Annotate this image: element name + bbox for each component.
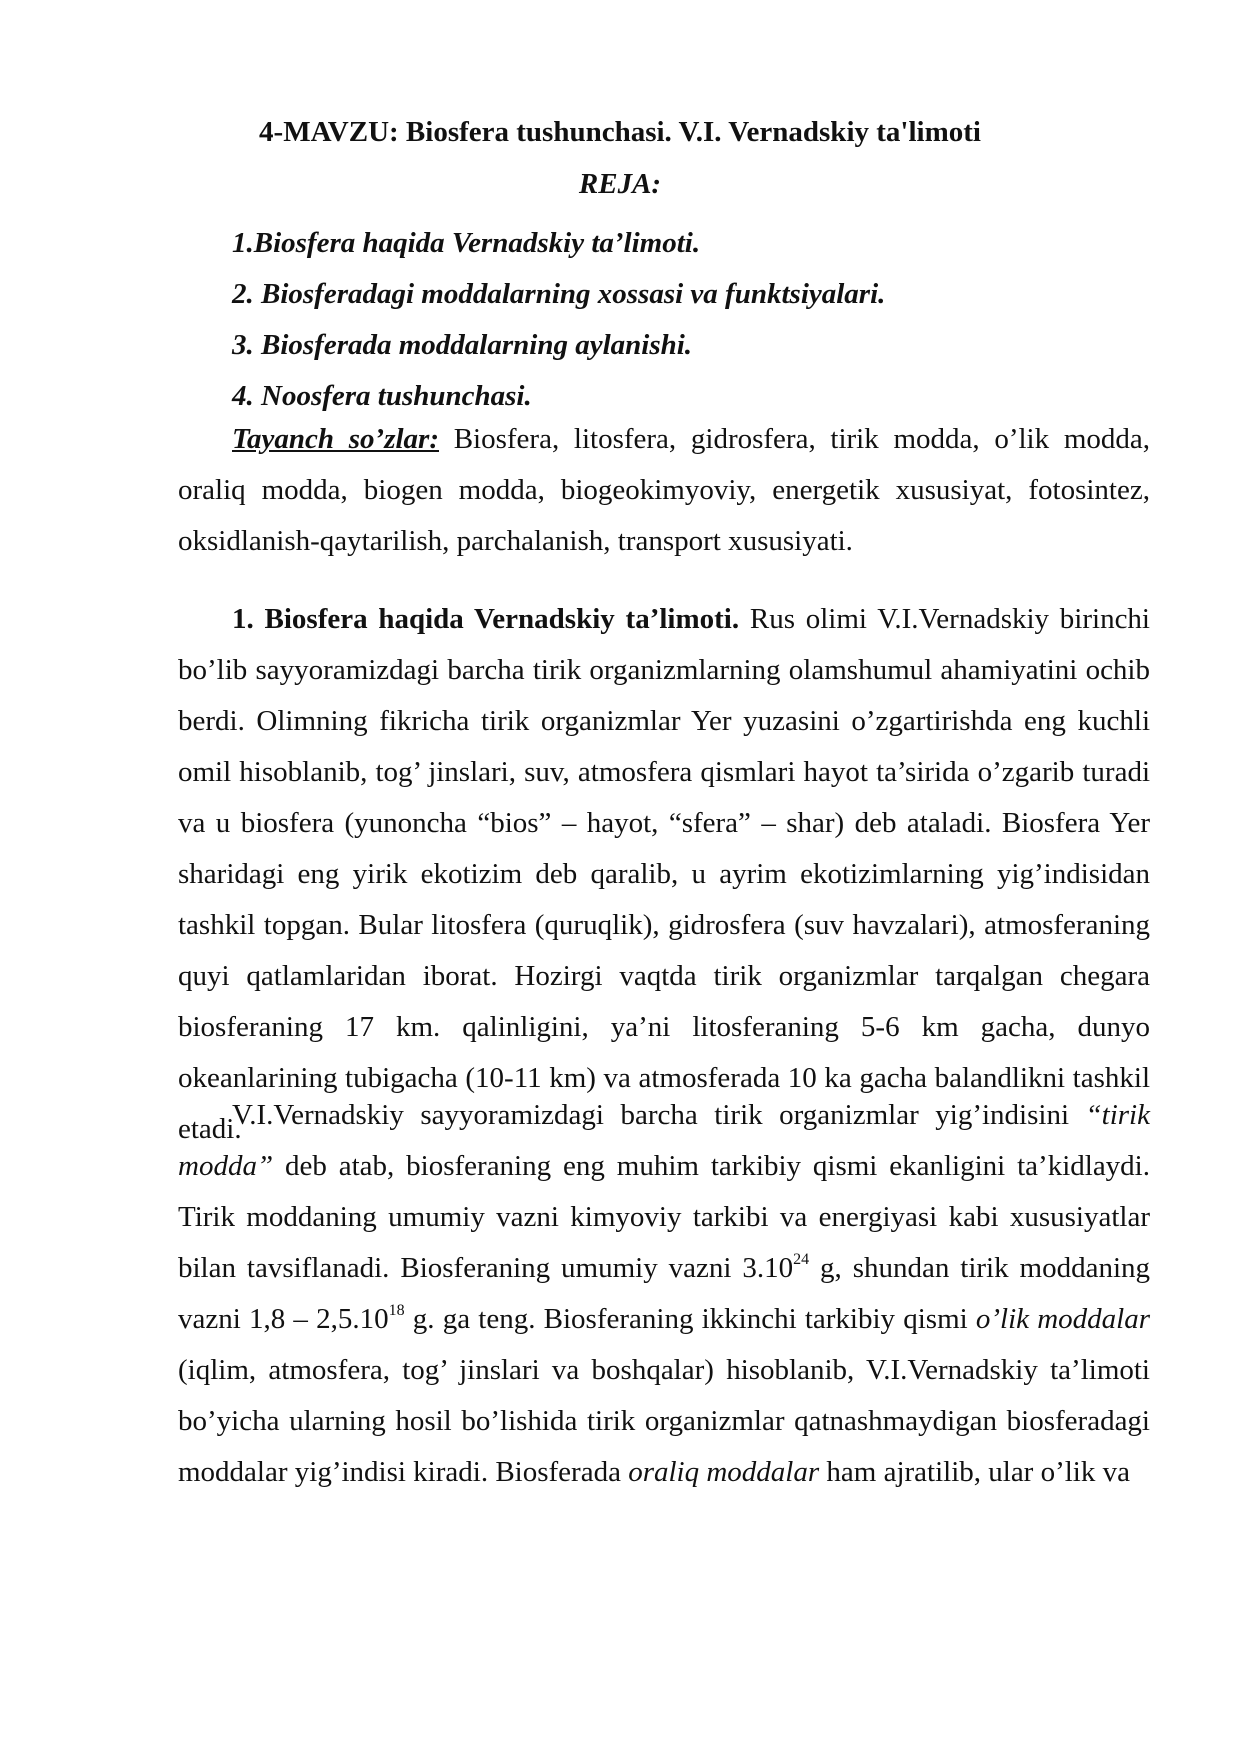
- italic-term-oraliq-moddalar: oraliq moddalar: [628, 1456, 820, 1488]
- keywords-label: Tayanch so’zlar:: [232, 423, 439, 455]
- plan-item: 4. Noosfera tushunchasi.: [232, 380, 532, 412]
- paragraph-text: g, shundan tirik moddaning vazni 1,8 – 2,5.10: [178, 1252, 1150, 1335]
- section-1-paragraph: [178, 594, 1150, 1155]
- section-1-title: 1. Biosfera haqida Vernadskiy ta’limoti.: [232, 603, 740, 635]
- keywords-text: Biosfera, litosfera, gidrosfera, tirik modda, o’lik modda, oraliq modda, biogen modda, biogeokimyoviy, energetik xususiyat, fotosintez, oksidlanish-qaytarilish, parchalanish, transport xususiyati.: [178, 423, 1150, 557]
- paragraph-text: g. ga teng. Biosferaning ikkinchi tarkibiy qismi: [404, 1303, 976, 1335]
- keywords-paragraph: [178, 414, 1150, 567]
- italic-term-olik-moddalar: o’lik moddalar: [975, 1303, 1150, 1335]
- paragraph-text: ham ajratilib, ular o’lik va: [819, 1456, 1130, 1488]
- italic-term-tirik-modda: “tirik modda”: [178, 1099, 1150, 1182]
- paragraph-text: deb atab, biosferaning eng muhim tarkibiy qismi ekanligini ta’kidlaydi. Tirik moddaning umumiy vazni kimyoviy tarkibi va energiyasi kabi xususiyatlar bilan tavsiflanadi. Biosferaning umumiy vazni 3.10: [178, 1150, 1150, 1284]
- plan-item: 3. Biosferada moddalarning aylanishi.: [232, 329, 693, 361]
- body-paragraph-2: [178, 1090, 1150, 1498]
- plan-item: 1.Biosfera haqida Vernadskiy ta’limoti.: [232, 227, 701, 259]
- section-1-text: Rus olimi V.I.Vernadskiy birinchi bo’lib sayyoramizdagi barcha tirik organizmlarning olamshumul ahamiyatini ochib berdi. Olimning fikricha tirik organizmlar Yer yuzasini o’zgartirishda eng kuchli omil hisoblanib, tog’ jinslari, suv, atmosfera qismlari hayot ta’sirida o’zgarib turadi va u biosfera (yunoncha “bios” – hayot, “sfera” – shar) deb ataladi. Biosfera Yer sharidagi eng yirik ekotizim deb qaralib, u ayrim ekotizimlarning yig’indisidan tashkil topgan. Bular litosfera (quruqlik), gidrosfera (suv havzalari), atmosferaning quyi qatlamlaridan iborat. Hozirgi vaqtda tirik organizmlar tarqalgan chegara biosferaning 17 km. qalinligini, ya’ni litosferaning 5-6 km gacha, dunyo okeanlarining tubigacha (10-11 km) va atmosferada 10 ka gacha balandlikni tashkil etadi.: [178, 603, 1150, 1145]
- page-title: 4-MAVZU: Biosfera tushunchasi. V.I. Vernadskiy ta'limoti: [259, 116, 981, 148]
- paragraph-text: (iqlim, atmosfera, tog’ jinslari va boshqalar) hisoblanib, V.I.Vernadskiy ta’limoti bo’yicha ularning hosil bo’lishida tirik organizmlar qatnashmaydigan biosferadagi moddalar yig’indisi kiradi. Biosferada: [178, 1354, 1150, 1488]
- plan-heading: REJA:: [578, 168, 662, 200]
- paragraph-text: V.I.Vernadskiy sayyoramizdagi barcha tirik organizmlar yig’indisini: [232, 1099, 1086, 1131]
- exponent: 18: [388, 1302, 405, 1320]
- exponent: 24: [793, 1251, 810, 1269]
- plan-list: [232, 218, 885, 422]
- plan-item: 2. Biosferadagi moddalarning xossasi va funktsiyalari.: [232, 278, 886, 310]
